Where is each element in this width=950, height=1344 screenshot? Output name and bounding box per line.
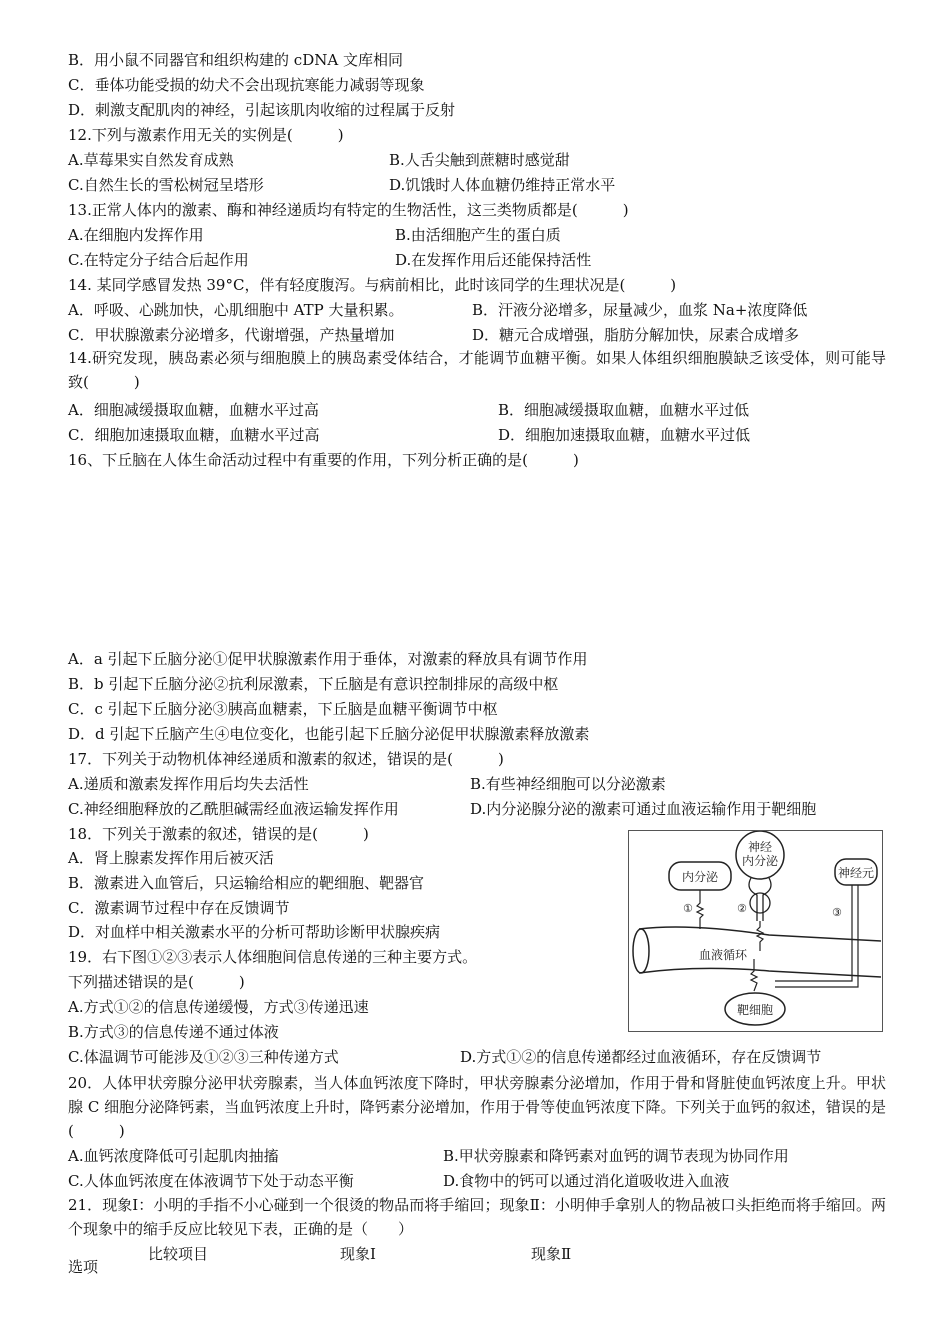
q13-option-d: D.在发挥作用后还能保持活性 bbox=[395, 251, 592, 269]
q13-option-a: A.在细胞内发挥作用 bbox=[68, 226, 204, 244]
q14-option-d: D．糖元合成增强，脂肪分解加快，尿素合成增多 bbox=[472, 326, 800, 344]
q17-option-b: B.有些神经细胞可以分泌激素 bbox=[470, 775, 666, 793]
q12-option-b: B.人舌尖触到蔗糖时感觉甜 bbox=[389, 151, 570, 169]
q20-option-a: A.血钙浓度降低可引起肌肉抽搐 bbox=[68, 1147, 279, 1165]
neuroendocrine-label-1: 神经 bbox=[747, 840, 773, 854]
q18-option-c: C．激素调节过程中存在反馈调节 bbox=[68, 899, 290, 917]
table-header-option: 选项 bbox=[68, 1258, 99, 1276]
q19-option-d: D.方式①②的信息传递都经过血液循环，存在反馈调节 bbox=[460, 1048, 822, 1066]
q18-option-b: B．激素进入血管后，只运输给相应的靶细胞、靶器官 bbox=[68, 874, 425, 892]
q16-option-b: B．b 引起下丘脑分泌②抗利尿激素，下丘脑是有意识控制排尿的高级中枢 bbox=[68, 675, 559, 693]
question-14: 14. 某同学感冒发热 39°C，伴有轻度腹泻。与病前相比，此时该同学的生理状况是( ) bbox=[68, 276, 677, 294]
option-line: D．刺激支配肌肉的神经，引起该肌肉收缩的过程属于反射 bbox=[68, 101, 456, 119]
neuron-label: 神经元 bbox=[837, 866, 875, 880]
blood-circulation-label: 血液循环 bbox=[698, 948, 748, 962]
q16-option-a: A．a 引起下丘脑分泌①促甲状腺激素作用于垂体，对激素的释放具有调节作用 bbox=[68, 650, 588, 668]
q14x-option-b: B．细胞减缓摄取血糖，血糖水平过低 bbox=[498, 401, 750, 419]
question-13: 13.正常人体内的激素、酶和神经递质均有特定的生物活性，这三类物质都是( ) bbox=[68, 201, 629, 219]
q14x-option-a: A．细胞减缓摄取血糖，血糖水平过高 bbox=[68, 401, 319, 419]
q14-option-b: B．汗液分泌增多，尿量减少，血浆 Na+浓度降低 bbox=[472, 301, 808, 319]
q17-option-a: A.递质和激素发挥作用后均失去活性 bbox=[68, 775, 309, 793]
table-header-phenomenon-1: 现象Ⅰ bbox=[340, 1245, 376, 1263]
q19-option-a: A.方式①②的信息传递缓慢，方式③传递迅速 bbox=[68, 998, 369, 1016]
q14-option-a: A．呼吸、心跳加快，心肌细胞中 ATP 大量积累。 bbox=[68, 301, 404, 319]
q16-option-d: D．d 引起下丘脑产生④电位变化，也能引起下丘脑分泌促甲状腺激素释放激素 bbox=[68, 725, 590, 743]
signal-transmission-diagram bbox=[628, 830, 883, 1032]
question-12: 12.下列与激素作用无关的实例是( ) bbox=[68, 126, 344, 144]
q13-option-c: C.在特定分子结合后起作用 bbox=[68, 251, 249, 269]
q16-option-c: C．c 引起下丘脑分泌③胰高血糖素，下丘脑是血糖平衡调节中枢 bbox=[68, 700, 498, 718]
question-20: 20．人体甲状旁腺分泌甲状旁腺素，当人体血钙浓度下降时，甲状旁腺素分泌增加，作用于骨和肾脏使血钙浓度上升。甲状腺 C 细胞分泌降钙素，当血钙浓度上升时，降钙素分泌增加，作用于骨等使血钙浓度下降。下列关于血钙的叙述，错误的是( ) bbox=[68, 1074, 886, 1140]
question-19-prompt: 下列描述错误的是( ) bbox=[68, 973, 245, 991]
q20-option-c: C.人体血钙浓度在体液调节下处于动态平衡 bbox=[68, 1172, 354, 1190]
option-line: C．垂体功能受损的幼犬不会出现抗寒能力减弱等现象 bbox=[68, 76, 425, 94]
q19-option-b: B.方式③的信息传递不通过体液 bbox=[68, 1023, 279, 1041]
q17-option-c: C.神经细胞释放的乙酰胆碱需经血液运输发挥作用 bbox=[68, 800, 399, 818]
neuroendocrine-label-2: 内分泌 bbox=[741, 854, 779, 868]
option-line: B．用小鼠不同器官和组织构建的 cDNA 文库相同 bbox=[68, 51, 403, 69]
q17-option-d: D.内分泌腺分泌的激素可通过血液运输作用于靶细胞 bbox=[470, 800, 817, 818]
q18-option-d: D．对血样中相关激素水平的分析可帮助诊断甲状腺疾病 bbox=[68, 923, 441, 941]
table-header-phenomenon-2: 现象Ⅱ bbox=[531, 1245, 572, 1263]
question-21: 21．现象Ⅰ：小明的手指不小心碰到一个很烫的物品而将手缩回；现象Ⅱ：小明伸手拿别人的物品被口头拒绝而将手缩回。两个现象中的缩手反应比较见下表，正确的是（ ） bbox=[68, 1196, 886, 1238]
question-16: 16、下丘脑在人体生命活动过程中有重要的作用，下列分析正确的是( ) bbox=[68, 451, 579, 469]
q14x-option-c: C．细胞加速摄取血糖，血糖水平过高 bbox=[68, 426, 320, 444]
q19-option-c: C.体温调节可能涉及①②③三种传递方式 bbox=[68, 1048, 339, 1066]
question-19: 19．右下图①②③表示人体细胞间信息传递的三种主要方式。 bbox=[68, 948, 478, 966]
q12-option-d: D.饥饿时人体血糖仍维持正常水平 bbox=[389, 176, 616, 194]
q14-option-c: C．甲状腺激素分泌增多，代谢增强，产热量增加 bbox=[68, 326, 395, 344]
pathway-3-number: ③ bbox=[832, 906, 842, 919]
q18-option-a: A．肾上腺素发挥作用后被灭活 bbox=[68, 849, 274, 867]
question-18: 18．下列关于激素的叙述，错误的是( ) bbox=[68, 825, 369, 843]
pathway-2-number: ② bbox=[737, 902, 747, 915]
pathway-1-number: ① bbox=[683, 902, 693, 915]
q12-option-a: A.草莓果实自然发育成熟 bbox=[68, 151, 234, 169]
table-header-item: 比较项目 bbox=[148, 1245, 209, 1263]
question-14-insulin: 14.研究发现，胰岛素必须与细胞膜上的胰岛素受体结合，才能调节血糖平衡。如果人体组织细胞膜缺乏该受体，则可能导致( ) bbox=[68, 349, 886, 391]
q14x-option-d: D．细胞加速摄取血糖，血糖水平过低 bbox=[498, 426, 751, 444]
q20-option-d: D.食物中的钙可以通过消化道吸收进入血液 bbox=[443, 1172, 730, 1190]
endocrine-label: 内分泌 bbox=[681, 870, 719, 884]
q20-option-b: B.甲状旁腺素和降钙素对血钙的调节表现为协同作用 bbox=[443, 1147, 789, 1165]
target-cell-label: 靶细胞 bbox=[736, 1003, 774, 1017]
q13-option-b: B.由活细胞产生的蛋白质 bbox=[395, 226, 561, 244]
question-17: 17．下列关于动物机体神经递质和激素的叙述，错误的是( ) bbox=[68, 750, 504, 768]
q12-option-c: C.自然生长的雪松树冠呈塔形 bbox=[68, 176, 264, 194]
